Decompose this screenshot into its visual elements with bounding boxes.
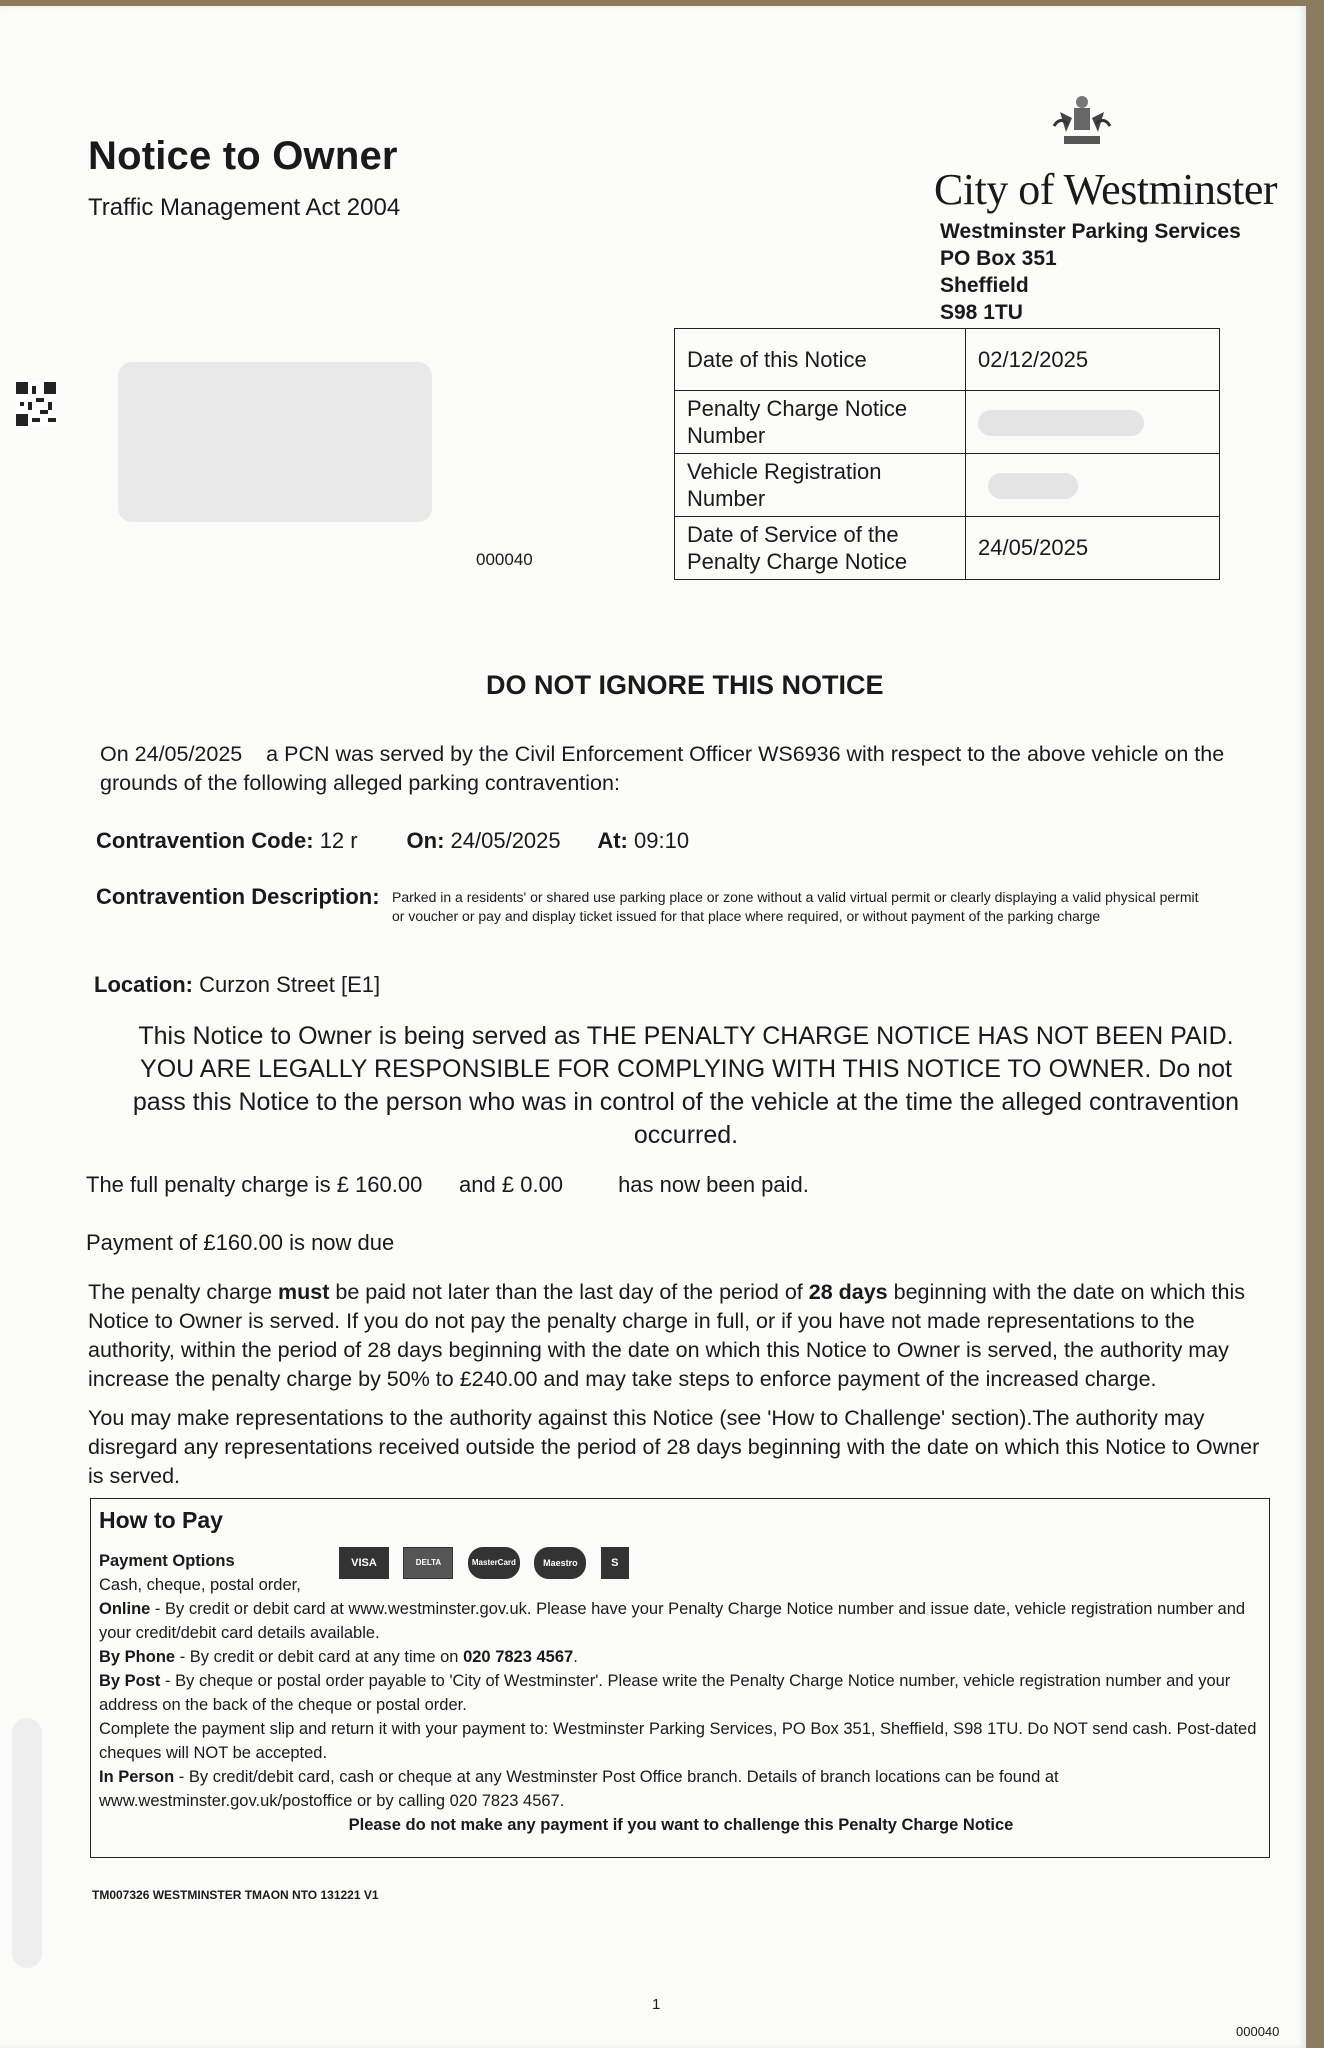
table-value-redacted xyxy=(966,454,1220,517)
payment-options-label: Payment Options xyxy=(99,1552,235,1570)
pay-post-label: By Post xyxy=(99,1672,161,1690)
description-label: Contravention Description: xyxy=(96,884,380,909)
notice-details-table xyxy=(674,328,1220,580)
pay-online-text: - By credit or debit card at www.westminster.gov.uk. Please have your Penalty Charge Notice number and issue date, vehicle registration number and your credit/debit card details available. xyxy=(99,1600,1246,1642)
contravention-at-label: At: xyxy=(597,828,628,853)
notice-page xyxy=(0,6,1306,2048)
contravention-date: 24/05/2025 xyxy=(450,828,561,853)
paid-amount: £ 0.00 xyxy=(501,1172,564,1197)
description-text: Parked in a residents' or shared use parking place or zone without a valid virtual permit or clearly displaying a valid physical permit or voucher or pay and display ticket issued for that place where required, or without payment of the parking charge xyxy=(392,889,1199,924)
served-paragraph xyxy=(100,740,1270,798)
pay-post-text: - By cheque or postal order payable to 'City of Westminster'. Please write the Penalty Charge Notice number, vehicle registration number and your address on the back of the cheque or postal order. xyxy=(99,1672,1231,1714)
pay-in-person-text: - By credit/debit card, cash or cheque at any Westminster Post Office branch. Details of branch locations can be found at www.westminster.gov.uk/postoffice or by calling 020 7823 4567. xyxy=(99,1768,1059,1810)
table-value: 24/05/2025 xyxy=(966,517,1220,580)
full-charge-label: The full penalty charge is xyxy=(86,1172,331,1197)
pay-in-person xyxy=(99,1765,1263,1813)
table-row xyxy=(675,454,1220,517)
location-value: Curzon Street [E1] xyxy=(199,972,381,997)
due-amount: £160.00 xyxy=(203,1230,283,1255)
barcode-icon xyxy=(16,382,56,426)
table-label: Date of this Notice xyxy=(675,329,966,391)
pay-phone-text: - By credit or debit card at any time on xyxy=(175,1648,464,1666)
pay-in-person-label: In Person xyxy=(99,1768,175,1786)
payment-options xyxy=(99,1549,1263,1573)
payment-deadline-paragraph xyxy=(88,1278,1268,1394)
paragraph-bold: 28 days xyxy=(808,1280,888,1304)
paid-suffix: has now been paid. xyxy=(618,1172,809,1197)
table-label: Vehicle Registration Number xyxy=(675,454,966,517)
served-date: On 24/05/2025 xyxy=(100,742,243,766)
council-address xyxy=(940,218,1241,326)
mastercard-icon: MasterCard xyxy=(468,1547,520,1579)
contravention-on-label: On: xyxy=(406,828,445,853)
pay-online xyxy=(99,1597,1263,1645)
how-to-pay-box xyxy=(90,1498,1270,1858)
pay-online-label: Online xyxy=(99,1600,151,1618)
table-value-redacted xyxy=(966,391,1220,454)
address-line: Westminster Parking Services xyxy=(940,220,1241,243)
address-line: Sheffield xyxy=(940,274,1029,297)
full-charge-amount: £ 160.00 xyxy=(336,1172,423,1197)
legal-warning: This Notice to Owner is being served as THE PENALTY CHARGE NOTICE HAS NOT BEEN PAID. YOU ARE LEGALLY RESPONSIBLE FOR COMPLYING WITH THIS NOTICE TO OWNER. Do not pass this Notice to the person who was in control of the vehicle at the time the alleged contravention occurred. xyxy=(132,1022,1240,1149)
charge-paid-line xyxy=(86,1172,809,1198)
and-label: and xyxy=(459,1172,496,1197)
due-prefix: Payment of xyxy=(86,1230,198,1255)
council-name: City of Westminster xyxy=(934,165,1278,214)
address-line: PO Box 351 xyxy=(940,247,1057,270)
coat-of-arms-icon xyxy=(1046,92,1118,152)
reference-number-footer: 000040 xyxy=(1236,2024,1280,2039)
payment-options-text: Cash, cheque, postal order, xyxy=(99,1576,301,1594)
pay-phone-label: By Phone xyxy=(99,1648,176,1666)
paragraph-text: beginning with the date on which this Notice to Owner is served. If you do not pay the penalty charge in full, or if you have not made representations to the authority, within the period of 28 days beginning with the date on which this Notice to Owner is served, the authority may increase the penalty charge by 50% to £240.00 and may take steps to enforce payment of the increased charge. xyxy=(88,1280,1246,1391)
page-number: 1 xyxy=(652,1996,661,2013)
maestro-card-icon: Maestro xyxy=(534,1547,586,1579)
redacted-recipient-address xyxy=(118,362,432,522)
paragraph-bold: must xyxy=(278,1280,330,1304)
location-line xyxy=(94,972,380,998)
warning-heading: DO NOT IGNORE THIS NOTICE xyxy=(486,670,884,700)
table-row xyxy=(675,517,1220,580)
pay-post xyxy=(99,1669,1263,1717)
how-to-pay-title: How to Pay xyxy=(99,1507,223,1533)
contravention-time: 09:10 xyxy=(634,828,690,853)
table-label: Date of Service of the Penalty Charge Notice xyxy=(675,517,966,580)
solo-card-icon: S xyxy=(601,1547,629,1579)
payment-instructions xyxy=(99,1549,1263,1837)
representations-paragraph: You may make representations to the authority against this Notice (see 'How to Challenge' section).The authority may disregard any representations received outside the period of 28 days beginning with the date on which this Notice to Owner is served. xyxy=(88,1406,1260,1488)
page-subtitle: Traffic Management Act 2004 xyxy=(88,194,401,221)
redacted-margin-mark xyxy=(12,1718,42,1968)
phone-number: 020 7823 4567 xyxy=(463,1648,574,1666)
payment-due-line xyxy=(86,1230,394,1256)
address-line: S98 1TU xyxy=(940,301,1023,324)
table-label: Penalty Charge Notice Number xyxy=(675,391,966,454)
table-row xyxy=(675,329,1220,391)
due-suffix: is now due xyxy=(289,1230,395,1255)
paragraph-text: The penalty charge xyxy=(88,1280,279,1304)
contravention-code: 12 r xyxy=(319,828,358,853)
location-label: Location: xyxy=(94,972,193,997)
delta-card-icon: DELTA xyxy=(403,1547,453,1579)
served-text: a PCN was served by the Civil Enforcement Officer WS6936 with respect to the above vehicle on the grounds of the following alleged parking contravention: xyxy=(100,742,1225,795)
challenge-note: Please do not make any payment if you want to challenge this Penalty Charge Notice xyxy=(348,1816,1014,1834)
contravention-line xyxy=(96,828,689,854)
contravention-code-label: Contravention Code: xyxy=(96,828,314,853)
table-value: 02/12/2025 xyxy=(966,329,1220,391)
page-title: Notice to Owner xyxy=(88,134,398,178)
paragraph-text: be paid not later than the last day of the period of xyxy=(329,1280,809,1304)
form-code: TM007326 WESTMINSTER TMAON NTO 131221 V1 xyxy=(92,1888,379,1902)
visa-card-icon: VISA xyxy=(339,1547,389,1579)
pay-phone: By Phone - By credit or debit card at any time on 020 7823 4567. xyxy=(99,1648,578,1666)
table-row xyxy=(675,391,1220,454)
reference-number: 000040 xyxy=(476,550,533,569)
payment-slip-text: Complete the payment slip and return it with your payment to: Westminster Parking Services, PO Box 351, Sheffield, S98 1TU. Do NOT send cash. Post-dated cheques will NOT be accepted. xyxy=(99,1720,1257,1762)
